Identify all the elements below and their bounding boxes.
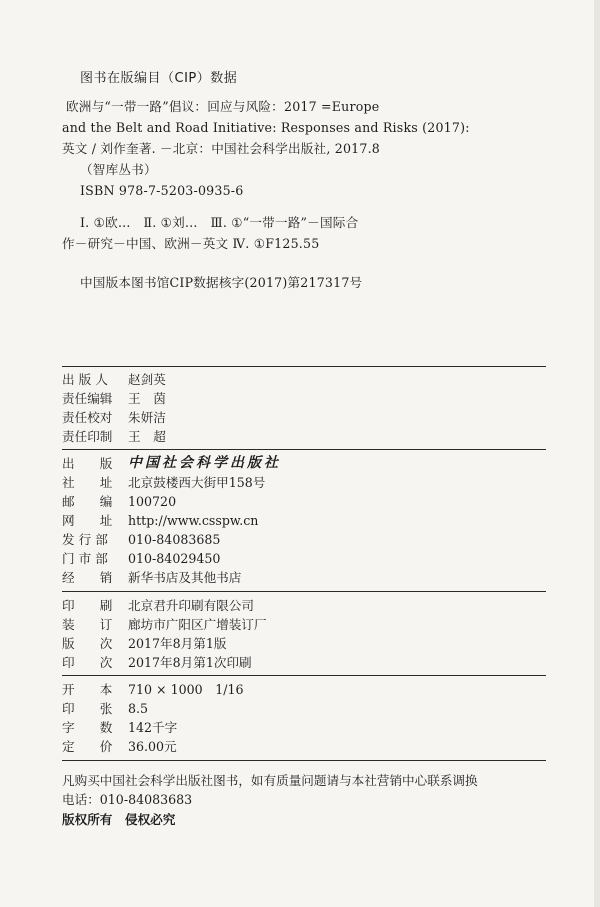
publisher-value: 010-84029450	[128, 551, 221, 566]
cip-heading: 图书在版编目（CIP）数据	[80, 71, 238, 86]
spec-label: 印 张	[62, 701, 113, 716]
publisher-label: 社 址	[62, 475, 113, 490]
staff-label: 责任校对	[62, 410, 113, 425]
printing-value: 2017年8月第1版	[128, 636, 227, 651]
printing-label: 印 次	[62, 655, 113, 670]
publisher-label: 网 址	[62, 513, 113, 528]
divider-publisher	[62, 449, 546, 450]
staff-value: 王 超	[128, 429, 166, 444]
spec-label: 开 本	[62, 682, 113, 697]
cip-classification-line-1: Ⅰ. ①欧… Ⅱ. ①刘… Ⅲ. ①“一带一路”－国际合	[80, 215, 359, 230]
page-edge	[594, 0, 600, 907]
publisher-value: 100720	[128, 494, 177, 509]
cip-classification-line-2: 作－研究－中国、欧洲－英文 Ⅳ. ①F125.55	[62, 236, 320, 251]
cip-line-title: 欧洲与“一带一路”倡议：回应与风险：2017 =Europe	[66, 99, 380, 114]
notice-copyright: 版权所有 侵权必究	[62, 812, 176, 827]
staff-value: 朱妍洁	[128, 410, 166, 425]
printing-value: 北京君升印刷有限公司	[128, 598, 254, 613]
spec-label: 定 价	[62, 739, 113, 754]
publisher-label: 出 版	[62, 456, 113, 471]
divider-specs	[62, 675, 546, 676]
spec-value: 8.5	[128, 701, 149, 716]
publisher-value: 北京鼓楼西大街甲158号	[128, 475, 266, 490]
publisher-logo-text: 中国社会科学出版社	[128, 455, 281, 471]
spec-value: 710 × 1000 1/16	[128, 682, 244, 697]
spec-label: 字 数	[62, 720, 113, 735]
cip-line-isbn: ISBN 978-7-5203-0935-6	[80, 183, 244, 198]
publisher-label: 门 市 部	[62, 551, 108, 566]
divider-printing	[62, 591, 546, 592]
spec-value: 142千字	[128, 720, 178, 735]
publisher-value: 010-84083685	[128, 532, 221, 547]
cip-line-author-publisher: 英文 / 刘作奎著. －北京：中国社会科学出版社, 2017.8	[62, 141, 381, 156]
cip-line-english-title: and the Belt and Road Initiative: Responses and Risks (2017):	[62, 120, 470, 135]
cip-line-series: （智库丛书）	[80, 162, 157, 177]
printing-label: 印 刷	[62, 598, 113, 613]
publisher-label: 经 销	[62, 570, 113, 585]
staff-label: 责任印制	[62, 429, 113, 444]
staff-value: 王 茵	[128, 391, 166, 406]
publisher-label: 邮 编	[62, 494, 113, 509]
printing-label: 版 次	[62, 636, 113, 651]
notice-quality-text: 凡购买中国社会科学出版社图书，如有质量问题请与本社营销中心联系调换	[62, 773, 478, 788]
printing-value: 2017年8月第1次印刷	[128, 655, 252, 670]
printing-label: 装 订	[62, 617, 113, 632]
publisher-website-link[interactable]: http://www.csspw.cn	[128, 513, 259, 528]
staff-label: 责任编辑	[62, 391, 113, 406]
cip-approval-number: 中国版本图书馆CIP数据核字(2017)第217317号	[80, 275, 363, 290]
staff-value: 赵剑英	[128, 372, 166, 387]
spec-value: 36.00元	[128, 739, 177, 754]
printing-value: 廊坊市广阳区广增装订厂	[128, 617, 267, 632]
notice-phone: 电话：010-84083683	[62, 792, 193, 807]
publisher-label: 发 行 部	[62, 532, 108, 547]
divider-top	[62, 366, 546, 367]
staff-label: 出 版 人	[62, 372, 108, 387]
publisher-value: 新华书店及其他书店	[128, 570, 242, 585]
divider-notice	[62, 760, 546, 761]
